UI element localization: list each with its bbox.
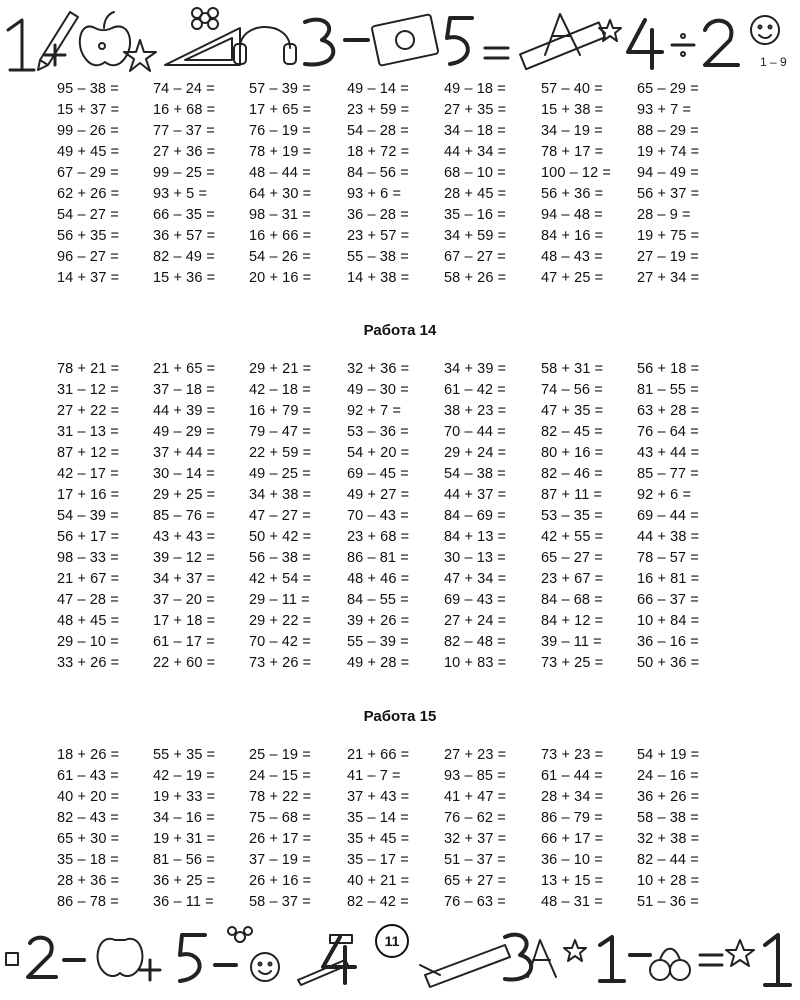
- example: 16 + 68 =: [153, 102, 216, 118]
- example: 84 – 68 =: [541, 592, 603, 608]
- example: 47 + 35 =: [541, 403, 604, 419]
- table-row: [0, 611, 800, 632]
- example: 78 + 17 =: [541, 144, 604, 160]
- example: 49 + 45 =: [57, 144, 120, 160]
- example: 18 + 72 =: [347, 144, 410, 160]
- table-row: [0, 359, 800, 380]
- example: 50 + 42 =: [249, 529, 312, 545]
- example: 95 – 38 =: [57, 81, 119, 97]
- example: 44 + 34 =: [444, 144, 507, 160]
- example: 36 – 10 =: [541, 852, 603, 868]
- example: 50 + 36 =: [637, 655, 700, 671]
- table-row: [0, 766, 800, 787]
- example: 48 + 46 =: [347, 571, 410, 587]
- example: 82 – 49 =: [153, 249, 215, 265]
- example: 54 + 20 =: [347, 445, 410, 461]
- example: 57 – 40 =: [541, 81, 603, 97]
- example: 74 – 24 =: [153, 81, 215, 97]
- example: 56 + 36 =: [541, 186, 604, 202]
- example: 92 + 7 =: [347, 403, 402, 419]
- example: 76 – 63 =: [444, 894, 506, 910]
- example: 67 – 29 =: [57, 165, 119, 181]
- example: 32 + 37 =: [444, 831, 507, 847]
- example: 27 + 34 =: [637, 270, 700, 286]
- table-row: [0, 850, 800, 871]
- example: 73 + 23 =: [541, 747, 604, 763]
- example: 48 + 45 =: [57, 613, 120, 629]
- example: 54 – 39 =: [57, 508, 119, 524]
- example: 19 + 31 =: [153, 831, 216, 847]
- example: 21 + 66 =: [347, 747, 410, 763]
- example: 96 – 27 =: [57, 249, 119, 265]
- example: 10 + 83 =: [444, 655, 507, 671]
- example: 86 – 81 =: [347, 550, 409, 566]
- example: 30 – 14 =: [153, 466, 215, 482]
- example: 36 + 26 =: [637, 789, 700, 805]
- example: 14 + 38 =: [347, 270, 410, 286]
- example: 62 + 26 =: [57, 186, 120, 202]
- example: 85 – 77 =: [637, 466, 699, 482]
- example: 47 + 34 =: [444, 571, 507, 587]
- example: 35 + 45 =: [347, 831, 410, 847]
- example: 98 – 33 =: [57, 550, 119, 566]
- example: 54 – 28 =: [347, 123, 409, 139]
- example: 93 + 7 =: [637, 102, 692, 118]
- example: 49 – 29 =: [153, 424, 215, 440]
- example: 54 – 38 =: [444, 466, 506, 482]
- example: 61 – 42 =: [444, 382, 506, 398]
- example: 15 + 38 =: [541, 102, 604, 118]
- example: 48 – 43 =: [541, 249, 603, 265]
- page-number: 11: [375, 924, 409, 958]
- example: 75 – 68 =: [249, 810, 311, 826]
- table-row: [0, 464, 800, 485]
- example: 54 – 26 =: [249, 249, 311, 265]
- example: 24 – 16 =: [637, 768, 699, 784]
- example: 27 + 22 =: [57, 403, 120, 419]
- example: 26 + 17 =: [249, 831, 312, 847]
- example: 65 + 30 =: [57, 831, 120, 847]
- example: 77 – 37 =: [153, 123, 215, 139]
- example: 42 – 19 =: [153, 768, 215, 784]
- example: 23 + 67 =: [541, 571, 604, 587]
- example: 51 – 36 =: [637, 894, 699, 910]
- example: 17 + 65 =: [249, 102, 312, 118]
- example: 42 + 54 =: [249, 571, 312, 587]
- example: 34 – 16 =: [153, 810, 215, 826]
- table-row: [0, 829, 800, 850]
- example: 27 – 19 =: [637, 249, 699, 265]
- table-row: [0, 142, 800, 163]
- table-row: [0, 205, 800, 226]
- example: 70 – 43 =: [347, 508, 409, 524]
- table-row: [0, 632, 800, 653]
- example: 22 + 59 =: [249, 445, 312, 461]
- table-row: [0, 268, 800, 289]
- table-row: [0, 871, 800, 892]
- example: 84 + 13 =: [444, 529, 507, 545]
- example: 61 – 17 =: [153, 634, 215, 650]
- example: 87 + 12 =: [57, 445, 120, 461]
- example: 15 + 36 =: [153, 270, 216, 286]
- example: 10 + 84 =: [637, 613, 700, 629]
- example: 32 + 38 =: [637, 831, 700, 847]
- example: 73 + 26 =: [249, 655, 312, 671]
- svg-text:1 – 9: 1 – 9: [760, 55, 787, 69]
- example: 70 – 42 =: [249, 634, 311, 650]
- example: 37 – 19 =: [249, 852, 311, 868]
- example: 68 – 10 =: [444, 165, 506, 181]
- example: 42 – 18 =: [249, 382, 311, 398]
- example: 35 – 18 =: [57, 852, 119, 868]
- example: 93 – 85 =: [444, 768, 506, 784]
- example: 47 – 28 =: [57, 592, 119, 608]
- example: 93 + 5 =: [153, 186, 208, 202]
- example: 40 + 20 =: [57, 789, 120, 805]
- example: 84 + 16 =: [541, 228, 604, 244]
- example: 47 – 27 =: [249, 508, 311, 524]
- example: 43 + 43 =: [153, 529, 216, 545]
- example: 29 + 24 =: [444, 445, 507, 461]
- example: 98 – 31 =: [249, 207, 311, 223]
- example: 27 + 24 =: [444, 613, 507, 629]
- example: 53 – 36 =: [347, 424, 409, 440]
- example: 16 + 81 =: [637, 571, 700, 587]
- example: 92 + 6 =: [637, 487, 692, 503]
- decorative-header-band: [0, 0, 800, 80]
- example: 23 + 57 =: [347, 228, 410, 244]
- example: 22 + 60 =: [153, 655, 216, 671]
- example: 79 – 47 =: [249, 424, 311, 440]
- example: 34 + 38 =: [249, 487, 312, 503]
- example: 73 + 25 =: [541, 655, 604, 671]
- example: 80 + 16 =: [541, 445, 604, 461]
- table-row: [0, 401, 800, 422]
- example: 53 – 35 =: [541, 508, 603, 524]
- example: 65 + 27 =: [444, 873, 507, 889]
- example: 43 + 44 =: [637, 445, 700, 461]
- example: 16 + 66 =: [249, 228, 312, 244]
- example: 33 + 26 =: [57, 655, 120, 671]
- example: 27 + 35 =: [444, 102, 507, 118]
- example: 48 – 44 =: [249, 165, 311, 181]
- example: 66 – 37 =: [637, 592, 699, 608]
- table-row: [0, 121, 800, 142]
- example: 94 – 48 =: [541, 207, 603, 223]
- example: 69 – 43 =: [444, 592, 506, 608]
- example: 44 + 38 =: [637, 529, 700, 545]
- example: 29 – 11 =: [249, 592, 310, 608]
- example: 15 + 37 =: [57, 102, 120, 118]
- table-row: [0, 100, 800, 121]
- example: 88 – 29 =: [637, 123, 699, 139]
- example: 34 + 39 =: [444, 361, 507, 377]
- example: 16 + 79 =: [249, 403, 312, 419]
- example: 36 – 16 =: [637, 634, 699, 650]
- example: 23 + 59 =: [347, 102, 410, 118]
- example: 36 + 57 =: [153, 228, 216, 244]
- example: 81 – 55 =: [637, 382, 699, 398]
- example: 54 + 19 =: [637, 747, 700, 763]
- example: 27 + 36 =: [153, 144, 216, 160]
- example: 35 – 16 =: [444, 207, 506, 223]
- example: 23 + 68 =: [347, 529, 410, 545]
- example: 56 + 18 =: [637, 361, 700, 377]
- example: 78 + 22 =: [249, 789, 312, 805]
- example: 99 – 26 =: [57, 123, 119, 139]
- example: 93 + 6 =: [347, 186, 402, 202]
- example: 34 + 37 =: [153, 571, 216, 587]
- example: 20 + 16 =: [249, 270, 312, 286]
- example: 31 – 12 =: [57, 382, 119, 398]
- example: 82 – 46 =: [541, 466, 603, 482]
- example: 19 + 33 =: [153, 789, 216, 805]
- example: 70 – 44 =: [444, 424, 506, 440]
- example: 69 – 45 =: [347, 466, 409, 482]
- example: 14 + 37 =: [57, 270, 120, 286]
- example: 64 + 30 =: [249, 186, 312, 202]
- table-row: [0, 787, 800, 808]
- example: 39 – 12 =: [153, 550, 215, 566]
- example: 78 – 57 =: [637, 550, 699, 566]
- example: 29 – 10 =: [57, 634, 119, 650]
- example: 28 + 36 =: [57, 873, 120, 889]
- example: 82 – 42 =: [347, 894, 409, 910]
- example: 55 + 35 =: [153, 747, 216, 763]
- table-row: [0, 590, 800, 611]
- example: 65 – 29 =: [637, 81, 699, 97]
- example: 74 – 56 =: [541, 382, 603, 398]
- example: 37 + 43 =: [347, 789, 410, 805]
- example: 76 – 62 =: [444, 810, 506, 826]
- example: 19 + 75 =: [637, 228, 700, 244]
- example: 84 – 69 =: [444, 508, 506, 524]
- example: 58 – 37 =: [249, 894, 311, 910]
- example: 100 – 12 =: [541, 165, 611, 181]
- example: 19 + 74 =: [637, 144, 700, 160]
- example: 30 – 13 =: [444, 550, 506, 566]
- example: 58 – 38 =: [637, 810, 699, 826]
- table-row: [0, 79, 800, 100]
- example: 48 – 31 =: [541, 894, 603, 910]
- example: 37 – 18 =: [153, 382, 215, 398]
- example: 40 + 21 =: [347, 873, 410, 889]
- table-row: [0, 443, 800, 464]
- example: 17 + 18 =: [153, 613, 216, 629]
- example: 66 + 17 =: [541, 831, 604, 847]
- table-row: [0, 380, 800, 401]
- table-row: [0, 569, 800, 590]
- table-row: [0, 163, 800, 184]
- example: 99 – 25 =: [153, 165, 215, 181]
- example: 49 – 25 =: [249, 466, 311, 482]
- example: 82 – 43 =: [57, 810, 119, 826]
- example: 37 + 44 =: [153, 445, 216, 461]
- table-row: [0, 653, 800, 674]
- example: 56 + 37 =: [637, 186, 700, 202]
- example: 63 + 28 =: [637, 403, 700, 419]
- table-row: [0, 527, 800, 548]
- example: 34 – 18 =: [444, 123, 506, 139]
- example: 49 + 27 =: [347, 487, 410, 503]
- example: 29 + 25 =: [153, 487, 216, 503]
- example: 51 – 37 =: [444, 852, 506, 868]
- table-row: [0, 226, 800, 247]
- example: 42 – 17 =: [57, 466, 119, 482]
- example: 76 – 19 =: [249, 123, 311, 139]
- example: 42 + 55 =: [541, 529, 604, 545]
- example: 84 – 55 =: [347, 592, 409, 608]
- example: 34 – 19 =: [541, 123, 603, 139]
- example: 87 + 11 =: [541, 487, 603, 503]
- example: 21 + 67 =: [57, 571, 120, 587]
- example: 82 – 48 =: [444, 634, 506, 650]
- example: 27 + 23 =: [444, 747, 507, 763]
- example: 17 + 16 =: [57, 487, 120, 503]
- example: 56 + 35 =: [57, 228, 120, 244]
- example: 55 – 38 =: [347, 249, 409, 265]
- example: 41 + 47 =: [444, 789, 507, 805]
- example: 49 – 14 =: [347, 81, 409, 97]
- example: 61 – 43 =: [57, 768, 119, 784]
- example: 76 – 64 =: [637, 424, 699, 440]
- table-row: [0, 808, 800, 829]
- example: 35 – 17 =: [347, 852, 409, 868]
- example: 78 + 19 =: [249, 144, 312, 160]
- example: 34 + 59 =: [444, 228, 507, 244]
- example: 44 + 37 =: [444, 487, 507, 503]
- example: 67 – 27 =: [444, 249, 506, 265]
- table-row: [0, 184, 800, 205]
- example: 44 + 39 =: [153, 403, 216, 419]
- example: 84 + 12 =: [541, 613, 604, 629]
- example: 31 – 13 =: [57, 424, 119, 440]
- example: 82 – 45 =: [541, 424, 603, 440]
- table-row: [0, 422, 800, 443]
- example: 36 – 11 =: [153, 894, 214, 910]
- table-row: [0, 548, 800, 569]
- example: 61 – 44 =: [541, 768, 603, 784]
- example: 47 + 25 =: [541, 270, 604, 286]
- example: 26 + 16 =: [249, 873, 312, 889]
- example: 25 – 19 =: [249, 747, 311, 763]
- example: 66 – 35 =: [153, 207, 215, 223]
- example: 36 – 28 =: [347, 207, 409, 223]
- example: 69 – 44 =: [637, 508, 699, 524]
- example: 58 + 31 =: [541, 361, 604, 377]
- example: 94 – 49 =: [637, 165, 699, 181]
- example: 29 + 22 =: [249, 613, 312, 629]
- example: 13 + 15 =: [541, 873, 604, 889]
- example: 18 + 26 =: [57, 747, 120, 763]
- example: 57 – 39 =: [249, 81, 311, 97]
- example: 35 – 14 =: [347, 810, 409, 826]
- example: 81 – 56 =: [153, 852, 215, 868]
- table-row: [0, 247, 800, 268]
- table-row: [0, 506, 800, 527]
- example: 86 – 79 =: [541, 810, 603, 826]
- example: 56 – 38 =: [249, 550, 311, 566]
- example: 21 + 65 =: [153, 361, 216, 377]
- example: 39 + 26 =: [347, 613, 410, 629]
- table-row: [0, 745, 800, 766]
- example: 29 + 21 =: [249, 361, 312, 377]
- example: 65 – 27 =: [541, 550, 603, 566]
- example: 28 + 34 =: [541, 789, 604, 805]
- section-title-15: Работа 15: [363, 708, 437, 725]
- example: 10 + 28 =: [637, 873, 700, 889]
- example: 56 + 17 =: [57, 529, 120, 545]
- example: 28 – 9 =: [637, 207, 691, 223]
- example: 37 – 20 =: [153, 592, 215, 608]
- example: 78 + 21 =: [57, 361, 120, 377]
- example: 85 – 76 =: [153, 508, 215, 524]
- example: 49 – 18 =: [444, 81, 506, 97]
- example: 32 + 36 =: [347, 361, 410, 377]
- example: 36 + 25 =: [153, 873, 216, 889]
- example: 58 + 26 =: [444, 270, 507, 286]
- example: 39 – 11 =: [541, 634, 602, 650]
- example: 55 – 39 =: [347, 634, 409, 650]
- example: 28 + 45 =: [444, 186, 507, 202]
- example: 82 – 44 =: [637, 852, 699, 868]
- table-row: [0, 485, 800, 506]
- example: 49 + 28 =: [347, 655, 410, 671]
- section-title-14: Работа 14: [363, 322, 437, 339]
- example: 49 – 30 =: [347, 382, 409, 398]
- example: 86 – 78 =: [57, 894, 119, 910]
- table-row: [0, 892, 800, 913]
- example: 41 – 7 =: [347, 768, 401, 784]
- example: 38 + 23 =: [444, 403, 507, 419]
- example: 54 – 27 =: [57, 207, 119, 223]
- example: 24 – 15 =: [249, 768, 311, 784]
- example: 84 – 56 =: [347, 165, 409, 181]
